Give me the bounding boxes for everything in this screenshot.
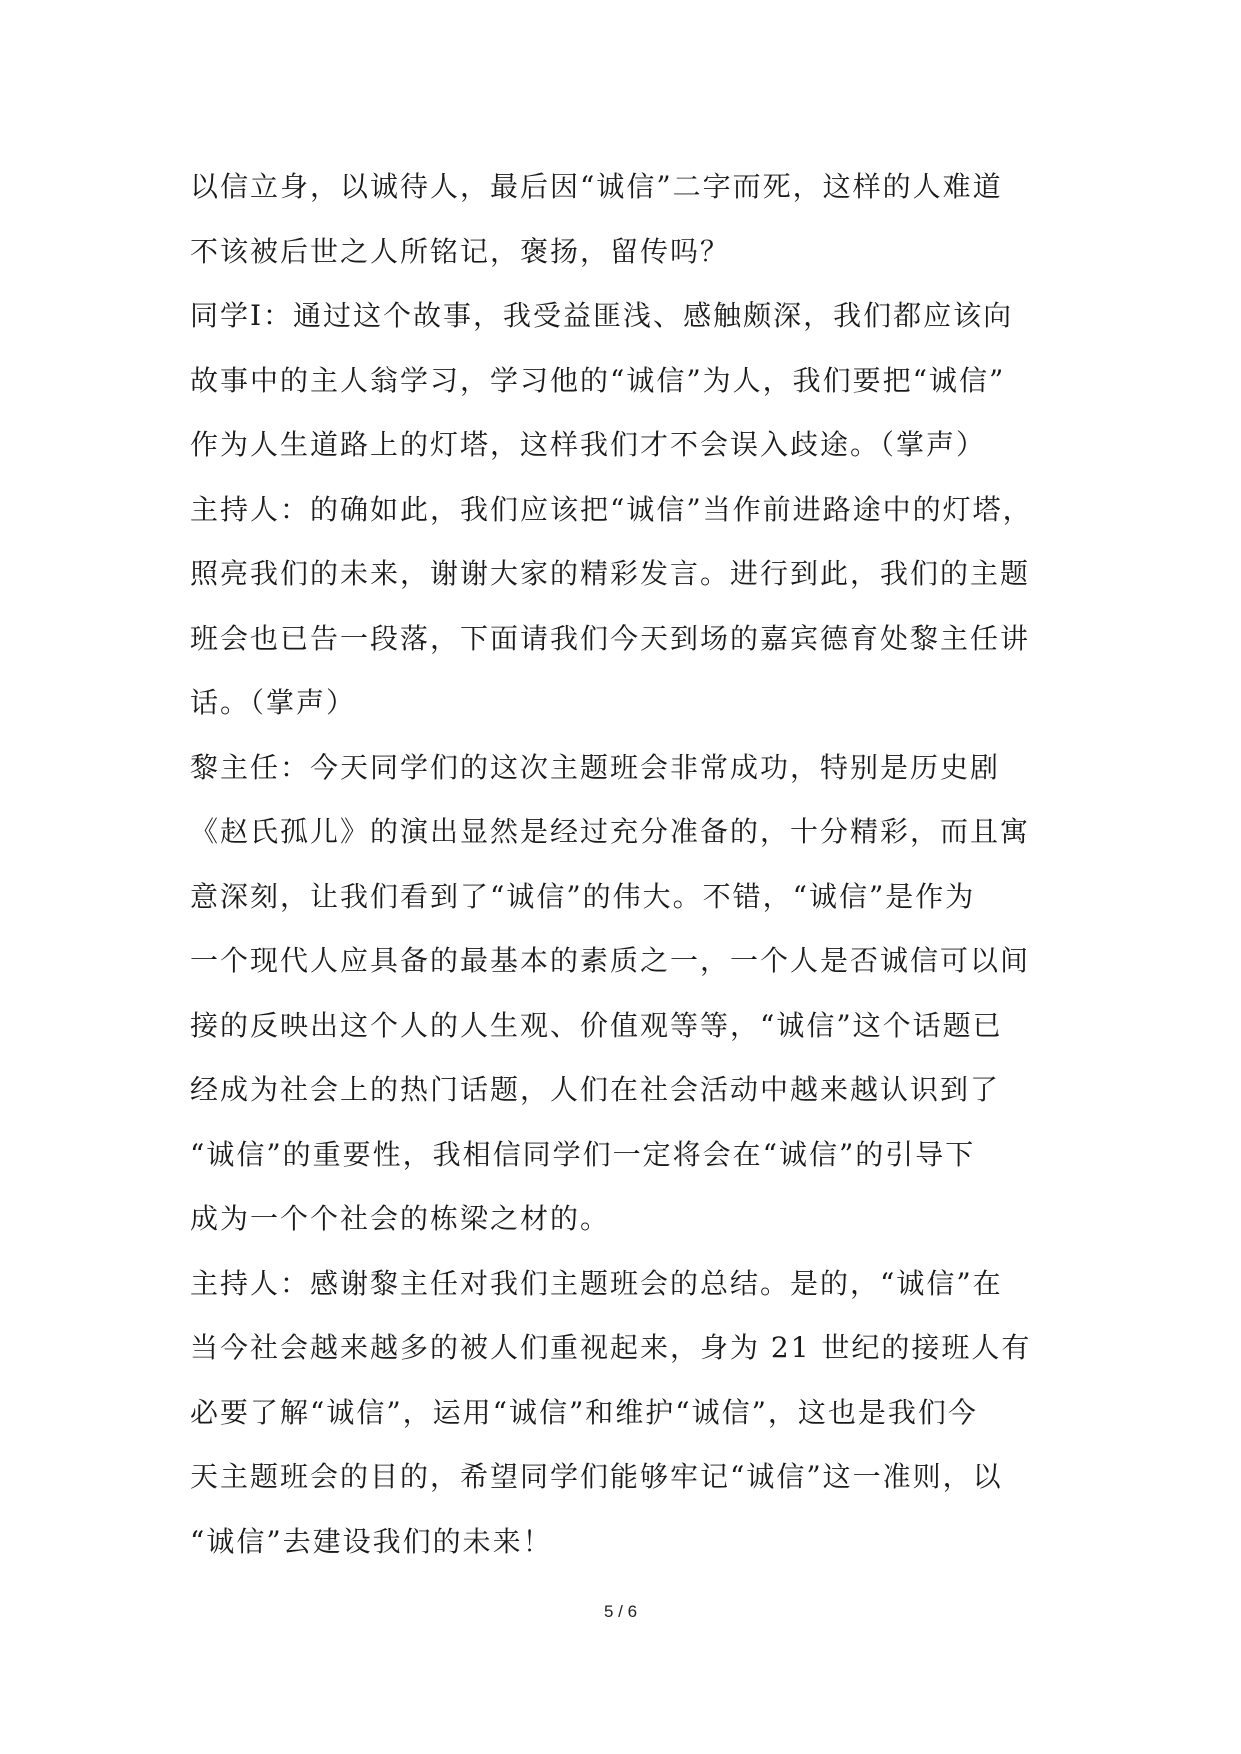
text-line: 照亮我们的未来，谢谢大家的精彩发言。进行到此，我们的主题 <box>190 557 1031 590</box>
text-line: 天主题班会的目的，希望同学们能够牢记“诚信”这一准则，以 <box>190 1460 1003 1493</box>
text-line: 班会也已告一段落，下面请我们今天到场的嘉宾德育处黎主任讲 <box>190 621 1031 655</box>
text-line: 主持人：感谢黎主任对我们主题班会的总结。是的，“诚信”在 <box>190 1266 1003 1300</box>
text-line: 意深刻，让我们看到了“诚信”的伟大。不错，“诚信”是作为 <box>190 879 976 913</box>
text-line: 必要了解“诚信”，运用“诚信”和维护“诚信”，这也是我们今 <box>190 1395 978 1429</box>
text-line: 成为一个个社会的栋梁之材的。 <box>190 1202 611 1235</box>
text-line: 当今社会越来越多的被人们重视起来，身为 21 世纪的接班人有 <box>190 1331 1032 1364</box>
text-line: “诚信”去建设我们的未来！ <box>190 1524 553 1558</box>
text-line: 接的反映出这个人的人生观、价值观等等，“诚信”这个话题已 <box>190 1008 1003 1042</box>
text-line: 主持人：的确如此，我们应该把“诚信”当作前进路途中的灯塔， <box>190 492 1033 526</box>
text-line: 作为人生道路上的灯塔，这样我们才不会误入歧途。（掌声） <box>190 428 987 461</box>
text-line: 不该被后世之人所铭记，褒扬，留传吗？ <box>190 234 731 268</box>
text-line: 经成为社会上的热门话题，人们在社会活动中越来越认识到了 <box>190 1073 1001 1106</box>
page-number: 5 / 6 <box>603 1602 638 1621</box>
text-line: 同学Ⅰ：通过这个故事，我受益匪浅、感触颇深，我们都应该向 <box>190 299 1014 332</box>
text-line: 话。（掌声） <box>190 686 357 719</box>
body-text <box>190 155 1058 1574</box>
text-line: 《赵氏孤儿》的演出显然是经过充分准备的，十分精彩，而且寓 <box>190 815 1031 848</box>
text-line: 故事中的主人翁学习，学习他的“诚信”为人，我们要把“诚信” <box>190 363 1006 397</box>
text-line: 一个现代人应具备的最基本的素质之一，一个人是否诚信可以间 <box>190 944 1031 977</box>
text-line: “诚信”的重要性，我相信同学们一定将会在“诚信”的引导下 <box>190 1137 976 1171</box>
text-line: 黎主任：今天同学们的这次主题班会非常成功，特别是历史剧 <box>190 750 1001 784</box>
text-line: 以信立身，以诚待人，最后因“诚信”二字而死，这样的人难道 <box>190 170 1003 203</box>
